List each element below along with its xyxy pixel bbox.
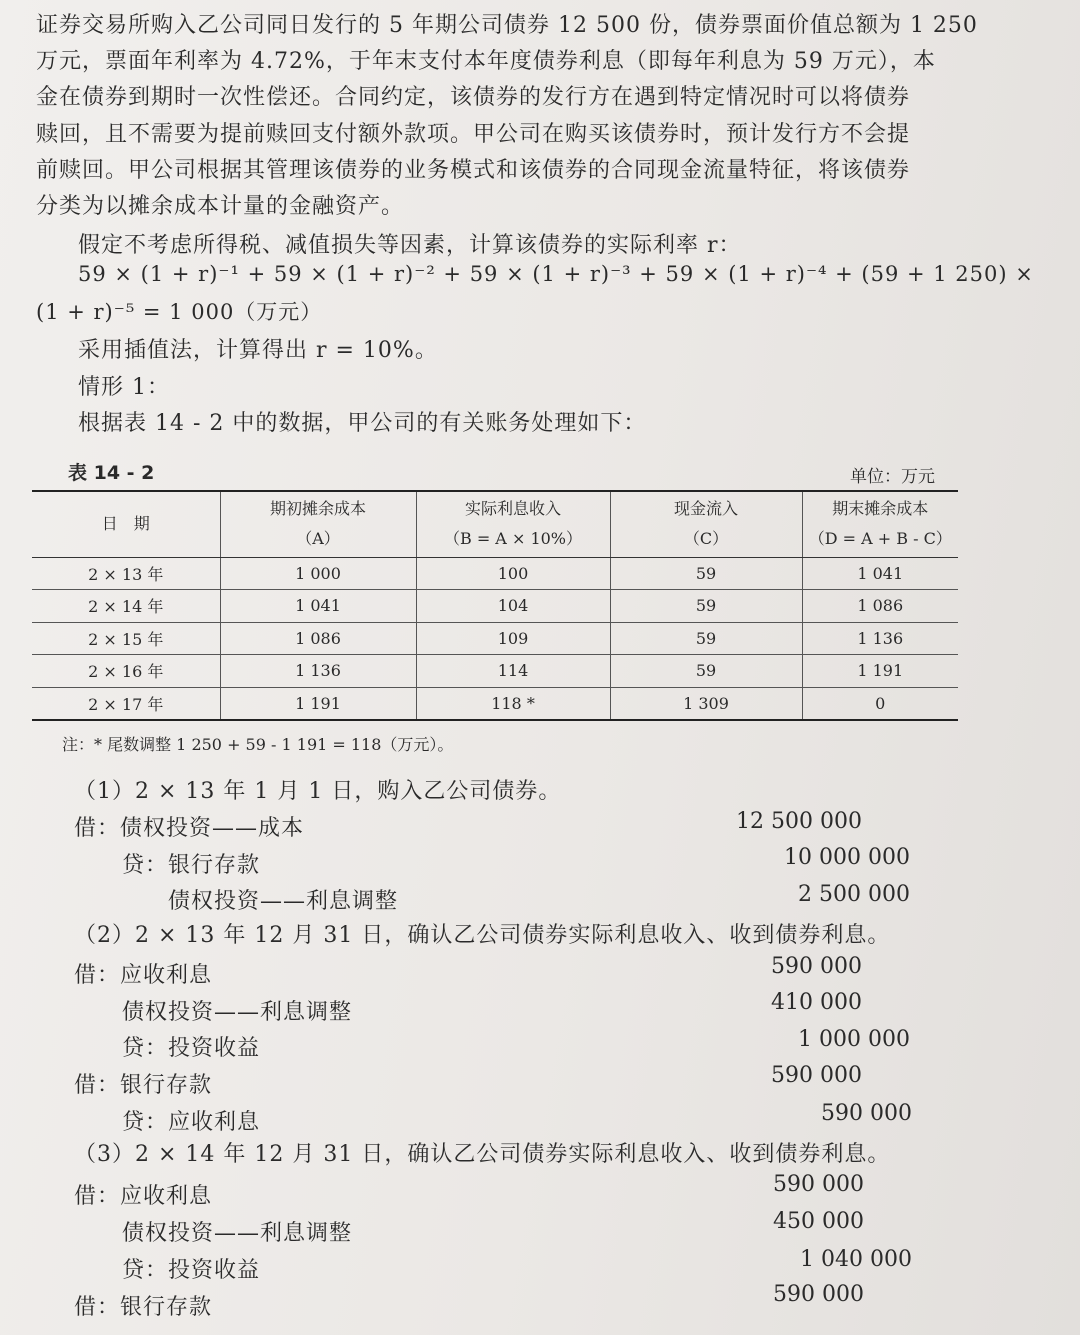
- journal-line: 贷：应收利息: [122, 1110, 261, 1135]
- accounting-intro: 根据表 14 - 2 中的数据，甲公司的有关账务处理如下：: [78, 411, 647, 436]
- table-note: 注：* 尾数调整 1 250 + 59 - 1 191 = 118（万元）。: [62, 735, 454, 754]
- journal-amount: 1 040 000: [800, 1247, 912, 1272]
- journal-amount: 590 000: [773, 1172, 864, 1197]
- journal-amount: 12 500 000: [736, 809, 862, 834]
- paragraph-line: 赎回，且不需要为提前赎回支付额外款项。甲公司在购买该债券时，预计发行方不会提: [36, 122, 911, 147]
- table-row: 2 × 13 年 1 000 100 59 1 041: [32, 557, 958, 590]
- journal-line: 贷：投资收益: [122, 1258, 261, 1283]
- journal-heading: （3）2 × 14 年 12 月 31 日，确认乙公司债券实际利息收入、收到债券利息。: [74, 1142, 891, 1167]
- table-row: 2 × 15 年 1 086 109 59 1 136: [32, 622, 958, 655]
- table-unit: 单位：万元: [850, 467, 935, 487]
- paragraph-line: 证券交易所购入乙公司同日发行的 5 年期公司债券 12 500 份，债券票面价值总额为 1 250: [36, 13, 978, 38]
- journal-amount: 410 000: [771, 990, 862, 1015]
- table-row: 2 × 17 年 1 191 118 * 1 309 0: [32, 687, 958, 720]
- paragraph-line: 前赎回。甲公司根据其管理该债券的业务模式和该债券的合同现金流量特征，将该债券: [36, 158, 911, 183]
- journal-line: 借：应收利息: [74, 1184, 213, 1209]
- journal-line: 债权投资——利息调整: [122, 1221, 353, 1246]
- journal-amount: 2 500 000: [798, 882, 910, 907]
- table-title: 表 14 - 2: [68, 462, 155, 484]
- journal-amount: 590 000: [771, 1063, 862, 1088]
- amortization-table: [32, 490, 958, 721]
- equation-line-1: 59 × (1 + r)⁻¹ + 59 × (1 + r)⁻² + 59 × (1 + r)⁻³ + 59 × (1 + r)⁻⁴ + (59 + 1 250) ×: [78, 262, 1034, 286]
- header-cash-inflow: 现金流入 （C）: [610, 491, 802, 557]
- journal-line: 借：银行存款: [74, 1073, 213, 1098]
- interpolation-text: 采用插值法，计算得出 r = 10%。: [78, 338, 438, 363]
- equation-line-2: (1 + r)⁻⁵ = 1 000（万元）: [36, 300, 323, 324]
- header-opening-cost: 期初摊余成本 （A）: [220, 491, 416, 557]
- journal-line: 借：银行存款: [74, 1295, 213, 1320]
- journal-amount: 1 000 000: [798, 1027, 910, 1052]
- header-date: 日 期: [32, 491, 220, 557]
- paragraph-line: 分类为以摊余成本计量的金融资产。: [36, 194, 405, 219]
- journal-amount: 590 000: [771, 954, 862, 979]
- journal-amount: 450 000: [773, 1209, 864, 1234]
- journal-amount: 590 000: [821, 1101, 912, 1126]
- table-row: 2 × 14 年 1 041 104 59 1 086: [32, 590, 958, 623]
- journal-amount: 590 000: [773, 1282, 864, 1307]
- paragraph-line: 万元，票面年利率为 4.72%，于年末支付本年度债券利息（即每年利息为 59 万元），本: [36, 49, 936, 74]
- journal-line: 借：应收利息: [74, 963, 213, 988]
- journal-line: 债权投资——利息调整: [168, 889, 399, 914]
- header-interest-income: 实际利息收入 （B = A × 10%）: [416, 491, 610, 557]
- assumption-text: 假定不考虑所得税、减值损失等因素，计算该债券的实际利率 r：: [78, 233, 742, 258]
- case-heading: 情形 1：: [78, 375, 170, 400]
- paragraph-line: 金在债券到期时一次性偿还。合同约定，该债券的发行方在遇到特定情况时可以将债券: [36, 85, 911, 110]
- journal-amount: 10 000 000: [784, 845, 910, 870]
- journal-heading: （2）2 × 13 年 12 月 31 日，确认乙公司债券实际利息收入、收到债券利息。: [74, 923, 891, 948]
- journal-heading: （1）2 × 13 年 1 月 1 日，购入乙公司债券。: [74, 779, 562, 804]
- journal-line: 贷：投资收益: [122, 1036, 261, 1061]
- journal-line: 借：债权投资——成本: [74, 816, 305, 841]
- journal-line: 债权投资——利息调整: [122, 1000, 353, 1025]
- table-row: 2 × 16 年 1 136 114 59 1 191: [32, 655, 958, 688]
- journal-line: 贷：银行存款: [122, 853, 261, 878]
- header-closing-cost: 期末摊余成本 （D = A + B - C）: [802, 491, 958, 557]
